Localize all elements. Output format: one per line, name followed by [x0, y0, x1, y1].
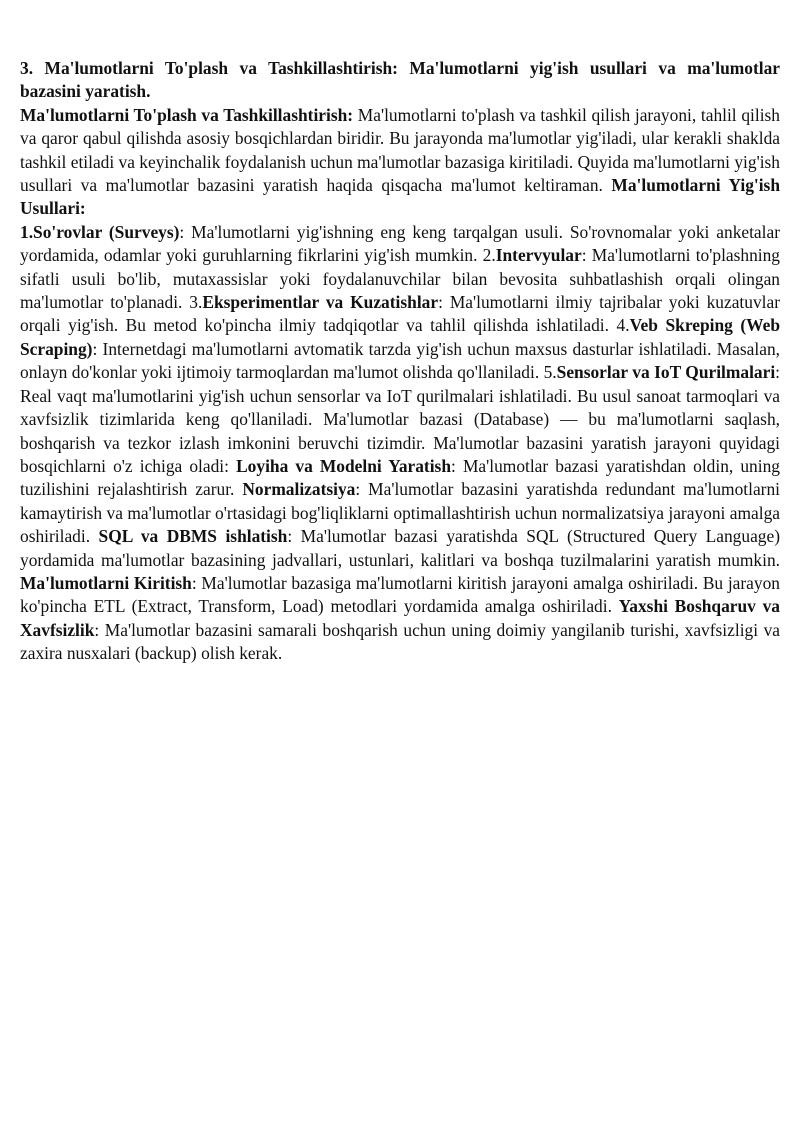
method-sensors-label: Sensorlar va IoT Qurilmalari [556, 362, 776, 383]
step-sql-text: : Ma'lumotlar bazasi yaratishda SQL (Structured Query Language) yordamida ma'lumotlar bazasining jadvallari, ustunlari, kalitlari va boshqa tuzilmalarini yaratish mumkin. [20, 526, 780, 570]
document-page [20, 57, 780, 666]
step-input-label: Ma'lumotlarni Kiritish [20, 572, 192, 593]
step-normalization-label: Normalizatsiya [242, 479, 356, 500]
intro-term: Ma'lumotlarni To'plash va Tashkillashtirish: [20, 104, 354, 125]
step-security-text: : Ma'lumotlar bazasini samarali boshqarish uchun uning doimiy yangilanib turishi, xavfsizligi va zaxira nusxalari (backup) olish kerak. [20, 619, 780, 664]
step-sql-label: SQL va DBMS ishlatish [98, 526, 288, 547]
step-design-label: Loyiha va Modelni Yaratish [236, 455, 451, 476]
method-sensors-text: : Real vaqt ma'lumotlarini yig'ish uchun sensorlar va IoT qurilmalari ishlatiladi. Bu usul sanoat tarmoqlari va xavfsizlik tizimlarida keng qo'llaniladi. Ma'lumotlar bazasi (Database) — bu ma'lumotlarni saqlash, boshqarish va tezkor izlash imkonini beruvchi tizimdir. Ma'lumotlar bazasini yaratish jarayoni quyidagi bosqichlarni o'z ichiga oladi: [20, 362, 780, 476]
step-design-text: : Ma'lumotlar bazasi yaratishdan oldin, uning tuzilishini rejalashtirish zarur. [20, 455, 780, 500]
step-security-label: Yaxshi Boshqaruv va Xavfsizlik [20, 596, 780, 640]
method-surveys-text: : Ma'lumotlarni yig'ishning eng keng tarqalgan usuli. So'rovnomalar yoki anketalar yordamida, odamlar yoki guruhlarning fikrlarini yig'ish mumkin. 2. [20, 221, 780, 266]
method-scraping-label: Veb Skreping (Web Scraping) [20, 315, 780, 359]
methods-heading: Ma'lumotlarni Yig'ish Usullari: [20, 175, 781, 219]
body-paragraph [20, 104, 780, 666]
method-experiments-text: : Ma'lumotlarni ilmiy tajribalar yoki kuzatuvlar orqali yig'ish. Bu metod ko'pincha ilmiy tadqiqotlar va tahlil qilishda ishlatiladi. 4. [20, 292, 780, 336]
method-surveys-label: 1.So'rovlar (Surveys) [20, 221, 180, 242]
method-experiments-label: Eksperimentlar va Kuzatishlar [202, 292, 439, 313]
intro-text: Ma'lumotlarni to'plash va tashkil qilish jarayoni, tahlil qilish va qaror qabul qilishda asosiy bosqichlardan biridir. Bu jarayonda ma'lumotlar yig'iladi, ular kerakli shaklda tashkil etiladi va keyinchalik foydalanish uchun ma'lumotlar bazasiga kiritiladi. Quyida ma'lumotlarni yig'ish usullari va ma'lumotlar bazasini yaratish haqida qisqacha ma'lumot keltiraman. [20, 104, 781, 196]
method-scraping-text: : Internetdagi ma'lumotlarni avtomatik tarzda yig'ish uchun maxsus dasturlar ishlatiladi. Masalan, onlayn do'konlar yoki ijtimoiy tarmoqlardan ma'lumot olishda qo'llaniladi. 5. [20, 338, 780, 383]
method-interviews-text: : Ma'lumotlarni to'plashning sifatli usuli bo'lib, mutaxassislar yoki foydalanuvchilar bilan bevosita suhbatlashish orqali olingan ma'lumotlar to'planadi. 3. [20, 245, 780, 313]
method-interviews-label: Intervyular [495, 245, 582, 266]
step-normalization-text: : Ma'lumotlar bazasini yaratishda redundant ma'lumotlarni kamaytirish va ma'lumotlar o'rtasidagi bog'liqliklarni optimallashtirish uchun normalizatsiya jarayoni amalga oshiriladi. [20, 479, 780, 547]
section-heading: 3. Ma'lumotlarni To'plash va Tashkillashtirish: Ma'lumotlarni yig'ish usullari va ma'lumotlar bazasini yaratish. [20, 58, 780, 102]
step-input-text: : Ma'lumotlar bazasiga ma'lumotlarni kiritish jarayoni amalga oshiriladi. Bu jarayon ko'pincha ETL (Extract, Transform, Load) metodlari yordamida amalga oshiriladi. [20, 572, 780, 617]
